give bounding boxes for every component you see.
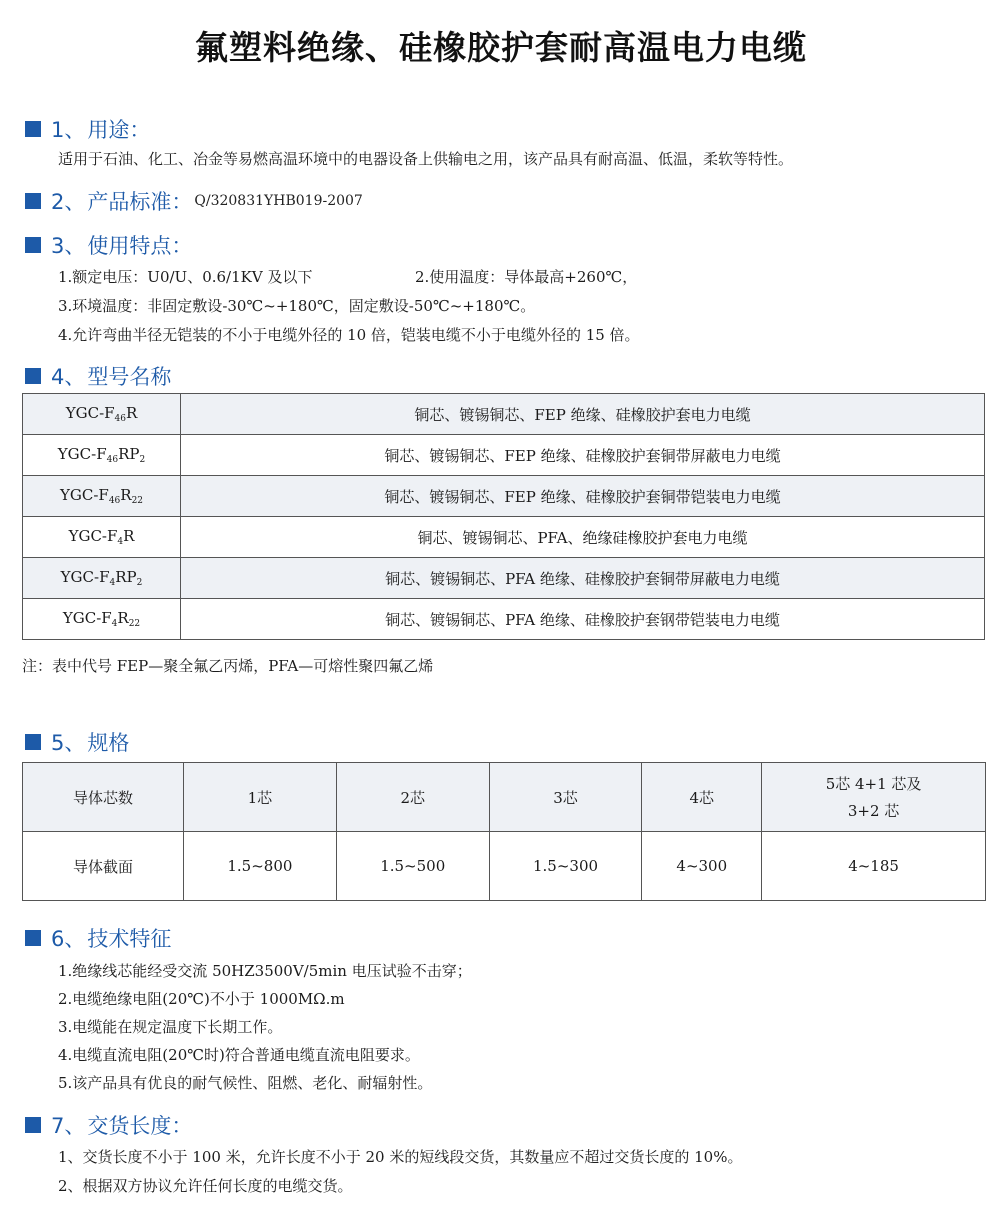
section-number: 2、	[51, 190, 86, 214]
model-code: YGC-$F_{46}RP_2$	[23, 435, 181, 476]
table-row	[23, 763, 986, 832]
row-header: 导体芯数	[23, 763, 184, 832]
section-bullet-icon	[25, 930, 41, 946]
core-count-cell: 1芯	[184, 763, 337, 832]
table-row	[23, 476, 985, 517]
core-count-line: 3+2 芯	[847, 802, 900, 820]
tech-item-5: 5.该产品具有优良的耐气候性、阻燃、老化、耐辐射性。	[58, 1074, 433, 1092]
model-code: YGC-$F_{46}R_{22}$	[23, 476, 181, 517]
core-count-cell	[762, 763, 986, 832]
model-description: 铜芯、镀锡铜芯、PFA、绝缘硅橡胶护套电力电缆	[181, 517, 985, 558]
section-bullet-icon	[25, 368, 41, 384]
section-7-heading	[25, 1110, 192, 1140]
model-code: YGC-$F_4R$	[23, 517, 181, 558]
section-2-heading	[25, 186, 363, 216]
table-row	[23, 435, 985, 476]
cross-section-cell: 1.5~300	[489, 832, 642, 901]
section-5-heading	[25, 727, 129, 757]
delivery-item-2: 2、根据双方协议允许任何长度的电缆交货。	[58, 1177, 353, 1195]
row-header: 导体截面	[23, 832, 184, 901]
model-code: YGC-$F_{46}R$	[23, 394, 181, 435]
section-bullet-icon	[25, 237, 41, 253]
model-description: 铜芯、镀锡铜芯、PFA 绝缘、硅橡胶护套铜带屏蔽电力电缆	[181, 558, 985, 599]
section-1-heading	[25, 114, 150, 144]
cross-section-cell: 4~300	[642, 832, 762, 901]
spec-table	[22, 762, 986, 901]
table-row	[23, 558, 985, 599]
table-row	[23, 832, 986, 901]
cross-section-cell: 1.5~800	[184, 832, 337, 901]
section-number: 4、	[51, 365, 86, 389]
section-number: 1、	[51, 118, 86, 142]
section-label: 使用特点：	[87, 234, 193, 258]
table-note: 注：表中代号 FEP—聚全氟乙丙烯，PFA—可熔性聚四氟乙烯	[22, 657, 434, 675]
feature-item-3: 3.环境温度：非固定敷设-30℃~+180℃，固定敷设-50℃~+180℃。	[58, 297, 536, 315]
section-bullet-icon	[25, 121, 41, 137]
core-count-cell: 4芯	[642, 763, 762, 832]
product-standard-value: Q/320831YHB019-2007	[194, 193, 363, 209]
core-count-cell: 2芯	[336, 763, 489, 832]
table-row	[23, 599, 985, 640]
section-label: 产品标准：	[87, 190, 193, 214]
section-label: 技术特征	[87, 927, 172, 951]
cross-section-cell: 4~185	[762, 832, 986, 901]
table-row	[23, 394, 985, 435]
section-bullet-icon	[25, 1117, 41, 1133]
feature-item-1: 1.额定电压：U0/U、0.6/1KV 及以下	[58, 268, 313, 286]
section-number: 6、	[51, 927, 86, 951]
section-4-heading	[25, 361, 171, 391]
section-label: 规格	[87, 731, 130, 755]
core-count-cell: 3芯	[489, 763, 642, 832]
section-number: 7、	[51, 1114, 86, 1138]
model-description: 铜芯、镀锡铜芯、FEP 绝缘、硅橡胶护套铜带铠装电力电缆	[181, 476, 985, 517]
tech-item-2: 2.电缆绝缘电阻(20℃)不小于 1000MΩ.m	[58, 990, 345, 1008]
cross-section-cell: 1.5~500	[336, 832, 489, 901]
model-description: 铜芯、镀锡铜芯、FEP 绝缘、硅橡胶护套电力电缆	[181, 394, 985, 435]
section-label: 型号名称	[87, 365, 172, 389]
model-table	[22, 393, 985, 640]
section-number: 5、	[51, 731, 86, 755]
section-bullet-icon	[25, 734, 41, 750]
section-6-heading	[25, 923, 171, 953]
delivery-item-1: 1、交货长度不小于 100 米，允许长度不小于 20 米的短线段交货，其数量应不超过交货长度的 10%。	[58, 1148, 743, 1166]
section-number: 3、	[51, 234, 86, 258]
model-description: 铜芯、镀锡铜芯、PFA 绝缘、硅橡胶护套钢带铠装电力电缆	[181, 599, 985, 640]
section-bullet-icon	[25, 193, 41, 209]
table-row	[23, 517, 985, 558]
model-description: 铜芯、镀锡铜芯、FEP 绝缘、硅橡胶护套铜带屏蔽电力电缆	[181, 435, 985, 476]
model-code: YGC-$F_4RP_2$	[23, 558, 181, 599]
page-title: 氟塑料绝缘、硅橡胶护套耐高温电力电缆	[195, 28, 807, 67]
feature-item-2: 2.使用温度：导体最高+260℃，	[415, 268, 638, 286]
usage-text: 适用于石油、化工、冶金等易燃高温环境中的电器设备上供输电之用，该产品具有耐高温、低温，柔软等特性。	[58, 150, 794, 168]
tech-item-3: 3.电缆能在规定温度下长期工作。	[58, 1018, 283, 1036]
feature-item-4: 4.允许弯曲半径无铠装的不小于电缆外径的 10 倍，铠装电缆不小于电缆外径的 15 倍。	[58, 326, 640, 344]
tech-item-1: 1.绝缘线芯能经受交流 50HZ3500V/5min 电压试验不击穿；	[58, 962, 472, 980]
section-3-heading	[25, 230, 192, 260]
section-label: 交货长度：	[87, 1114, 193, 1138]
core-count-line: 5芯 4+1 芯及	[825, 775, 922, 793]
section-label: 用途：	[87, 118, 151, 142]
tech-item-4: 4.电缆直流电阻(20℃时)符合普通电缆直流电阻要求。	[58, 1046, 420, 1064]
model-code: YGC-$F_4R_{22}$	[23, 599, 181, 640]
